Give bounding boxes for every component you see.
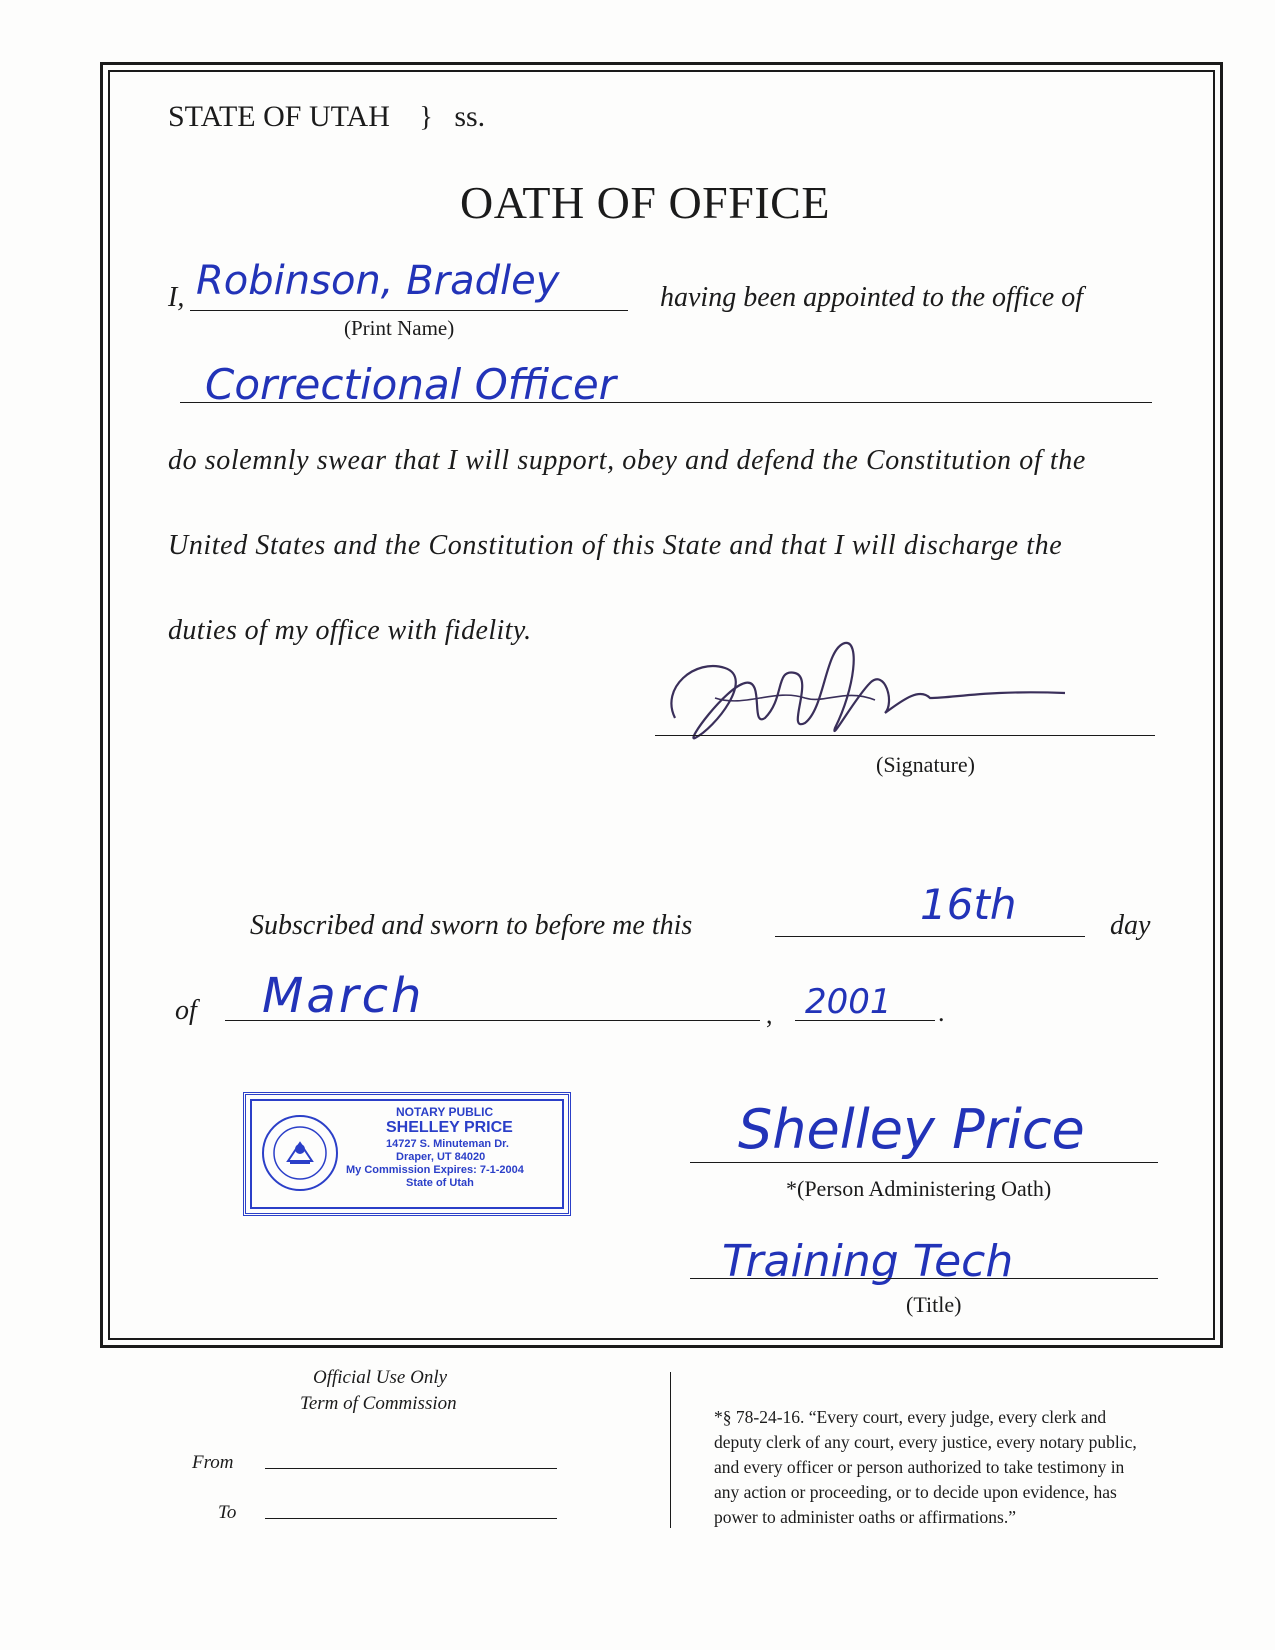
signature-line [655, 735, 1155, 736]
stamp-line-5: My Commission Expires: 7-1-2004 [346, 1164, 524, 1176]
footnote-line-1: *§ 78-24-16. “Every court, every judge, every clerk and [714, 1407, 1107, 1427]
title-caption: (Title) [906, 1292, 962, 1317]
year-handwritten: 2001 [805, 982, 892, 1022]
of-label: of [175, 995, 197, 1026]
footnote-line-2: deputy clerk of any court, every justice, every notary public, [714, 1432, 1137, 1452]
from-label: From [192, 1452, 234, 1473]
sworn-text: Subscribed and sworn to before me this [250, 910, 693, 941]
footnote-line-5: power to administer oaths or affirmations.” [714, 1507, 1016, 1527]
month-handwritten: March [262, 968, 425, 1024]
office-line [180, 402, 1152, 403]
official-use-heading: Official Use Only [313, 1367, 448, 1388]
page-title: OATH OF OFFICE [460, 177, 830, 228]
office-handwritten: Correctional Officer [205, 360, 616, 409]
ss-label: ss. [454, 100, 486, 133]
state-heading [168, 100, 485, 134]
title-line [690, 1278, 1158, 1279]
name-line [190, 310, 628, 311]
comma-glyph: , [766, 1000, 773, 1029]
brace-glyph: } [419, 102, 433, 133]
day-label: day [1110, 910, 1151, 941]
day-line [775, 936, 1085, 937]
administrator-caption: *(Person Administering Oath) [786, 1176, 1052, 1201]
oath-line-1: do solemnly swear that I will support, obey and defend the Constitution of the [168, 445, 1086, 476]
stamp-line-2: SHELLEY PRICE [386, 1119, 513, 1136]
to-label: To [218, 1502, 237, 1523]
to-line [265, 1518, 557, 1519]
administrator-signature: Shelley Price [738, 1098, 1085, 1161]
term-heading: Term of Commission [300, 1393, 457, 1414]
footnote [714, 1405, 1137, 1530]
from-line [265, 1468, 557, 1469]
stamp-line-3: 14727 S. Minuteman Dr. [386, 1138, 509, 1150]
vertical-divider [670, 1372, 671, 1528]
title-handwritten: Training Tech [722, 1236, 1014, 1287]
period-glyph: . [938, 998, 945, 1027]
oath-line-2: United States and the Constitution of this State and that I will discharge the [168, 530, 1063, 561]
footnote-line-3: and every officer or person authorized to take testimony in [714, 1457, 1125, 1477]
appointed-text: having been appointed to the office of [660, 282, 1084, 313]
oath-line-3: duties of my office with fidelity. [168, 615, 532, 646]
notary-stamp [243, 1092, 571, 1216]
officer-signature [655, 628, 1055, 758]
pronoun-i: I, [168, 282, 185, 313]
administrator-line [690, 1162, 1158, 1163]
stamp-line-4: Draper, UT 84020 [396, 1151, 486, 1163]
footnote-line-4: any action or proceeding, or to decide upon evidence, has [714, 1482, 1117, 1502]
name-caption: (Print Name) [344, 316, 455, 340]
stamp-line-1: NOTARY PUBLIC [396, 1105, 494, 1119]
name-handwritten: Robinson, Bradley [196, 258, 560, 304]
stamp-line-6: State of Utah [406, 1177, 474, 1189]
signature-caption: (Signature) [876, 752, 975, 777]
state-seal-icon [260, 1113, 340, 1193]
state-label: STATE OF UTAH [168, 100, 390, 133]
day-handwritten: 16th [920, 880, 1017, 929]
